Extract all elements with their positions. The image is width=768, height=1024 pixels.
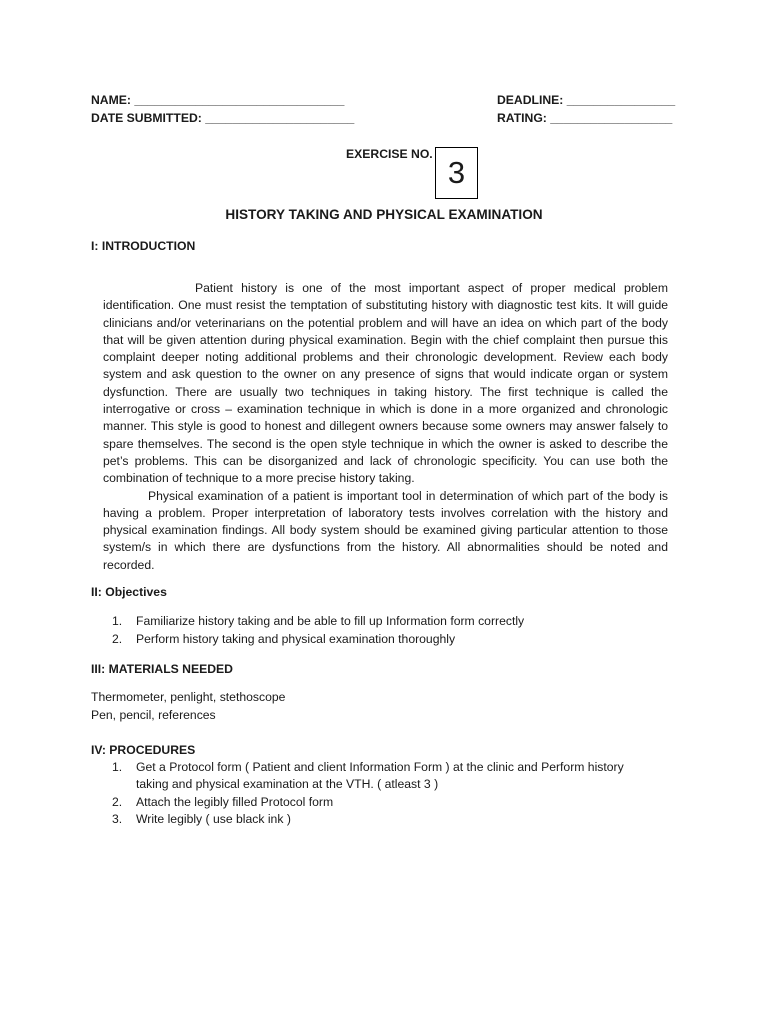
list-number: 3. xyxy=(112,811,123,826)
list-number: 1. xyxy=(112,760,123,774)
deadline-label: DEADLINE: xyxy=(497,93,564,107)
materials-line-2: Pen, pencil, references xyxy=(91,708,216,722)
list-text: Write legibly ( use black ink ) xyxy=(136,811,291,826)
list-number: 2. xyxy=(112,794,123,809)
exercise-label: EXERCISE NO. xyxy=(346,147,433,161)
deadline-blank: ________________ xyxy=(566,93,676,107)
materials-heading: III: MATERIALS NEEDED xyxy=(91,662,233,676)
list-text: Attach the legibly filled Protocol form xyxy=(136,794,334,809)
name-field xyxy=(91,92,344,109)
list-text: Familiarize history taking and be able to fill up Information form correctly xyxy=(136,614,525,628)
exercise-number-box: 3 xyxy=(435,147,478,199)
list-item xyxy=(103,759,668,794)
introduction-heading: I: INTRODUCTION xyxy=(91,239,196,253)
list-number: 2. xyxy=(112,632,123,647)
rating-label: RATING: xyxy=(497,111,547,125)
date-submitted-blank: ______________________ xyxy=(205,111,355,125)
name-blank: _______________________________ xyxy=(134,93,345,107)
date-submitted-field xyxy=(91,110,354,127)
name-label: NAME: xyxy=(91,93,131,107)
materials-line-1: Thermometer, penlight, stethoscope xyxy=(91,690,286,704)
rating-field xyxy=(497,110,672,127)
date-submitted-label: DATE SUBMITTED: xyxy=(91,111,202,125)
procedures-list xyxy=(103,759,668,828)
list-item xyxy=(103,631,668,648)
list-item xyxy=(103,794,668,811)
objectives-heading: II: Objectives xyxy=(91,585,167,599)
document-title: HISTORY TAKING AND PHYSICAL EXAMINATION xyxy=(225,207,543,222)
introduction-paragraph-1: Patient history is one of the most important aspect of proper medical problem identification. One must resist the temptation of substituting history with diagnostic test kits. It will guide clinicians and/or veterinarians on the potential problem and will have an idea on which part of the body that will be given attention during physical examination. Begin with the chief complaint then pursue this complaint deeper noting additional problems and their chronologic development. Review each body system and ask question to the owner on any presence of signs that would indicate organ or system dysfunction. There are usually two techniques in taking history. The first technique is called the interrogative or cross – examination technique in which is done in a more organized and chronologic manner. This style is good to honest and dillegent owners because some owners may answer falsely to spare themselves. The second is the open style technique in which the owner is asked to describe the pet’s problems. This can be disorganized and lack of chronologic specificity. You can use both the combination of technique to a more precise history taking. xyxy=(103,281,668,486)
procedures-heading: IV: PROCEDURES xyxy=(91,743,196,757)
list-item xyxy=(103,811,668,828)
introduction-body xyxy=(103,280,668,574)
introduction-paragraph-2: Physical examination of a patient is important tool in determination of which part of the body is having a problem. Proper interpretation of laboratory tests involves correlation with the history and physical examination findings. All body system should be examined giving particular attention to those system/s in which there are dysfunctions from the history. All abnormalities should be noted and recorded. xyxy=(103,488,668,572)
rating-blank: __________________ xyxy=(550,111,673,125)
list-item xyxy=(103,613,668,630)
list-text: Perform history taking and physical examination thoroughly xyxy=(136,632,456,647)
list-number: 1. xyxy=(112,614,123,628)
list-text: Get a Protocol form ( Patient and client Information Form ) at the clinic and Perform history taking and physical examination at the VTH. ( atleast 3 ) xyxy=(136,760,624,792)
deadline-field xyxy=(497,92,675,109)
objectives-list xyxy=(103,613,668,649)
